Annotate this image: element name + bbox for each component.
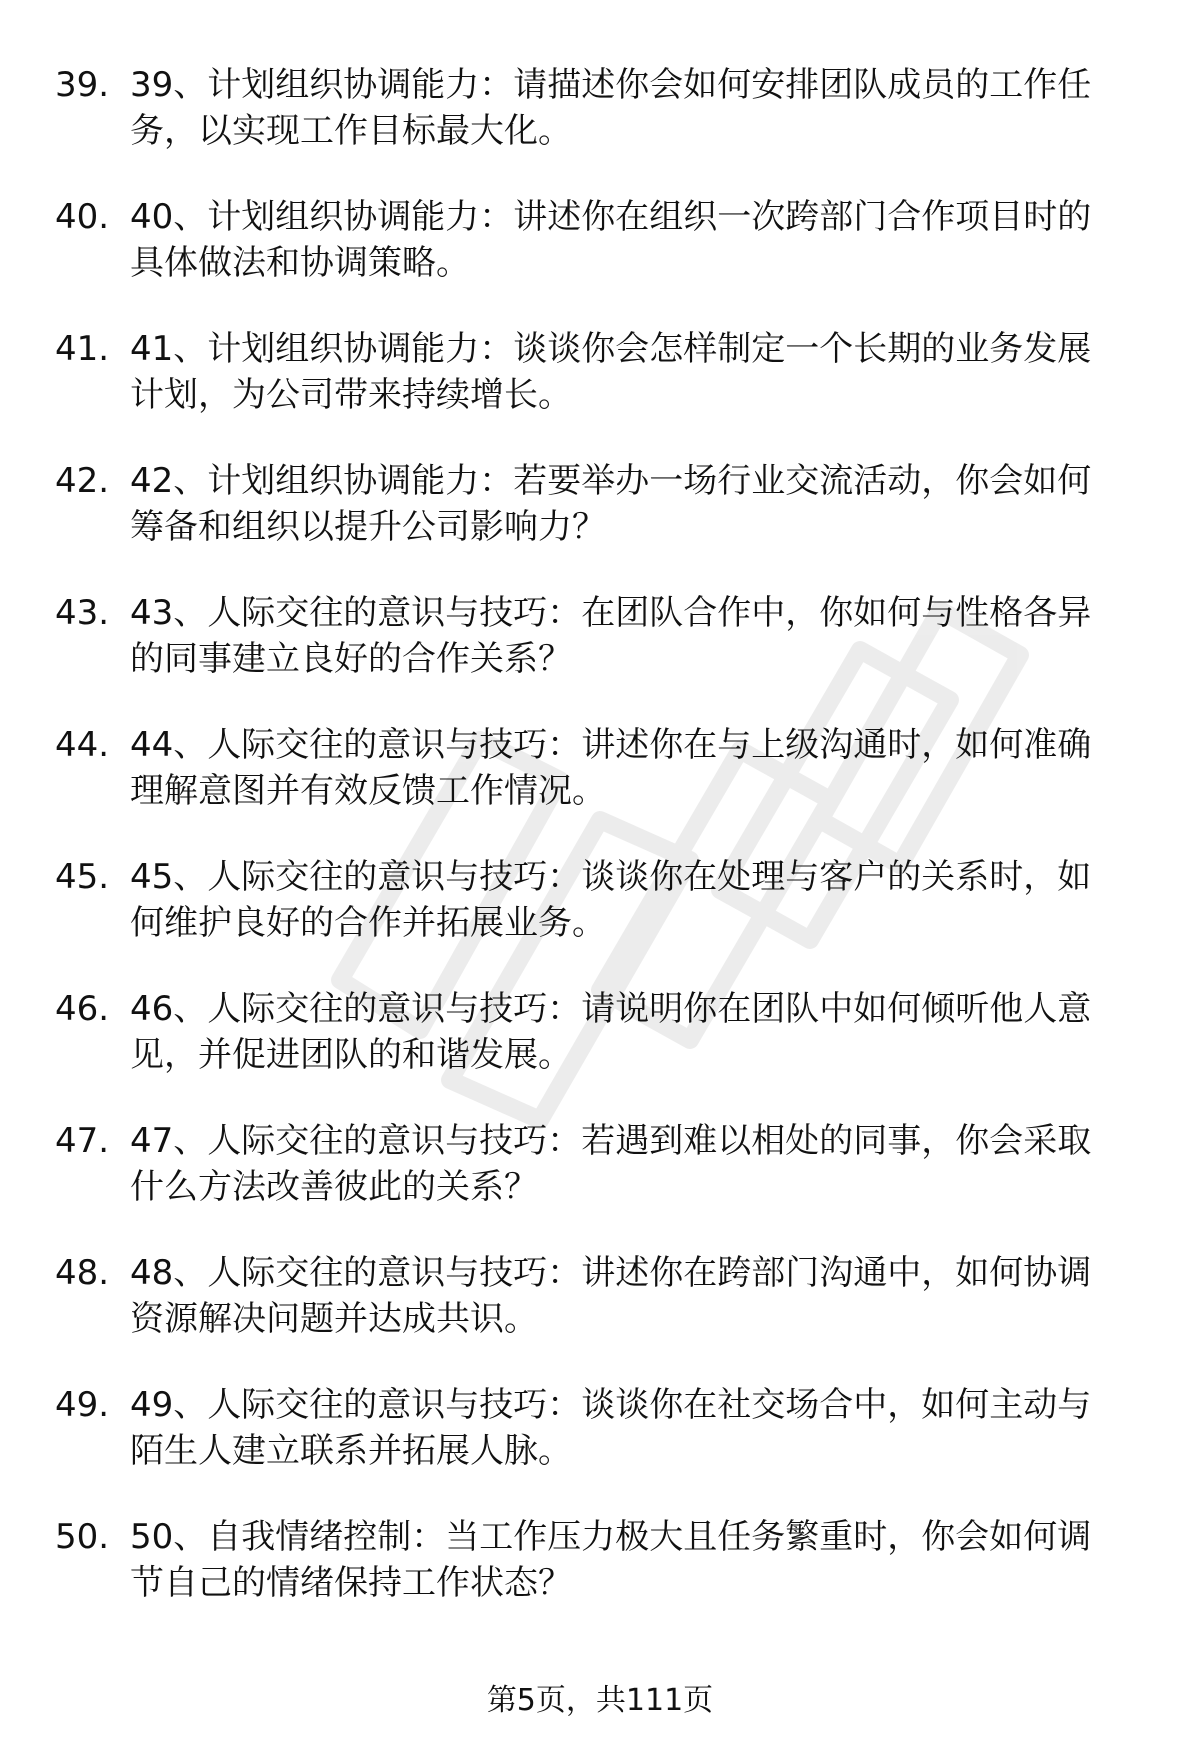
question-text-line: 39、计划组织协调能力：请描述你会如何安排团队成员的工作任 (130, 65, 1092, 105)
question-text-line: 43、人际交往的意识与技巧：在团队合作中，你如何与性格各异 (130, 593, 1092, 633)
question-text (130, 1250, 1145, 1342)
question-text (130, 722, 1145, 814)
question-text-line: 理解意图并有效反馈工作情况。 (130, 771, 606, 811)
page-indicator: 第5页，共111页 (486, 1683, 714, 1718)
question-text-line: 48、人际交往的意识与技巧：讲述你在跨部门沟通中，如何协调 (130, 1253, 1092, 1293)
question-item (0, 1118, 1200, 1210)
question-text (130, 590, 1145, 682)
question-item (0, 62, 1200, 154)
question-text-line: 49、人际交往的意识与技巧：谈谈你在社交场合中，如何主动与 (130, 1385, 1092, 1425)
question-text (130, 458, 1145, 550)
question-number: 49. (55, 1385, 110, 1425)
question-number: 50. (55, 1517, 110, 1557)
question-text (130, 326, 1145, 418)
question-text (130, 1514, 1145, 1606)
question-text-line: 筹备和组织以提升公司影响力？ (130, 507, 606, 547)
question-text-line: 计划，为公司带来持续增长。 (130, 375, 572, 415)
question-text-line: 44、人际交往的意识与技巧：讲述你在与上级沟通时，如何准确 (130, 725, 1092, 765)
question-item (0, 854, 1200, 946)
question-text (130, 1118, 1145, 1210)
page-footer (0, 1681, 1200, 1721)
question-text-line: 的同事建立良好的合作关系？ (130, 639, 572, 679)
question-text-line: 陌生人建立联系并拓展人脉。 (130, 1431, 572, 1471)
question-list (0, 62, 1200, 1646)
question-text-line: 什么方法改善彼此的关系？ (130, 1167, 538, 1207)
question-text-line: 资源解决问题并达成共识。 (130, 1299, 538, 1339)
question-text-line: 42、计划组织协调能力：若要举办一场行业交流活动，你会如何 (130, 461, 1092, 501)
question-item (0, 194, 1200, 286)
question-item (0, 1382, 1200, 1474)
question-item (0, 1514, 1200, 1606)
question-number: 43. (55, 593, 110, 633)
question-text (130, 1382, 1145, 1474)
question-number: 47. (55, 1121, 110, 1161)
question-number: 45. (55, 857, 110, 897)
question-text-line: 节自己的情绪保持工作状态？ (130, 1563, 572, 1603)
question-text-line: 务，以实现工作目标最大化。 (130, 111, 572, 151)
question-item (0, 722, 1200, 814)
question-text-line: 41、计划组织协调能力：谈谈你会怎样制定一个长期的业务发展 (130, 329, 1092, 369)
question-number: 46. (55, 989, 110, 1029)
question-text (130, 62, 1145, 154)
question-text-line: 46、人际交往的意识与技巧：请说明你在团队中如何倾听他人意 (130, 989, 1092, 1029)
question-number: 39. (55, 65, 110, 105)
question-text-line: 具体做法和协调策略。 (130, 243, 470, 283)
question-number: 42. (55, 461, 110, 501)
question-text (130, 854, 1145, 946)
question-number: 48. (55, 1253, 110, 1293)
question-number: 40. (55, 197, 110, 237)
question-text (130, 986, 1145, 1078)
question-number: 41. (55, 329, 110, 369)
question-item (0, 1250, 1200, 1342)
question-item (0, 986, 1200, 1078)
question-text-line: 50、自我情绪控制：当工作压力极大且任务繁重时，你会如何调 (130, 1517, 1092, 1557)
question-text-line: 45、人际交往的意识与技巧：谈谈你在处理与客户的关系时，如 (130, 857, 1092, 897)
question-text-line: 40、计划组织协调能力：讲述你在组织一次跨部门合作项目时的 (130, 197, 1092, 237)
question-item (0, 326, 1200, 418)
question-text-line: 见，并促进团队的和谐发展。 (130, 1035, 572, 1075)
question-number: 44. (55, 725, 110, 765)
question-text-line: 47、人际交往的意识与技巧：若遇到难以相处的同事，你会采取 (130, 1121, 1092, 1161)
question-text-line: 何维护良好的合作并拓展业务。 (130, 903, 606, 943)
question-text (130, 194, 1145, 286)
question-item (0, 590, 1200, 682)
question-item (0, 458, 1200, 550)
